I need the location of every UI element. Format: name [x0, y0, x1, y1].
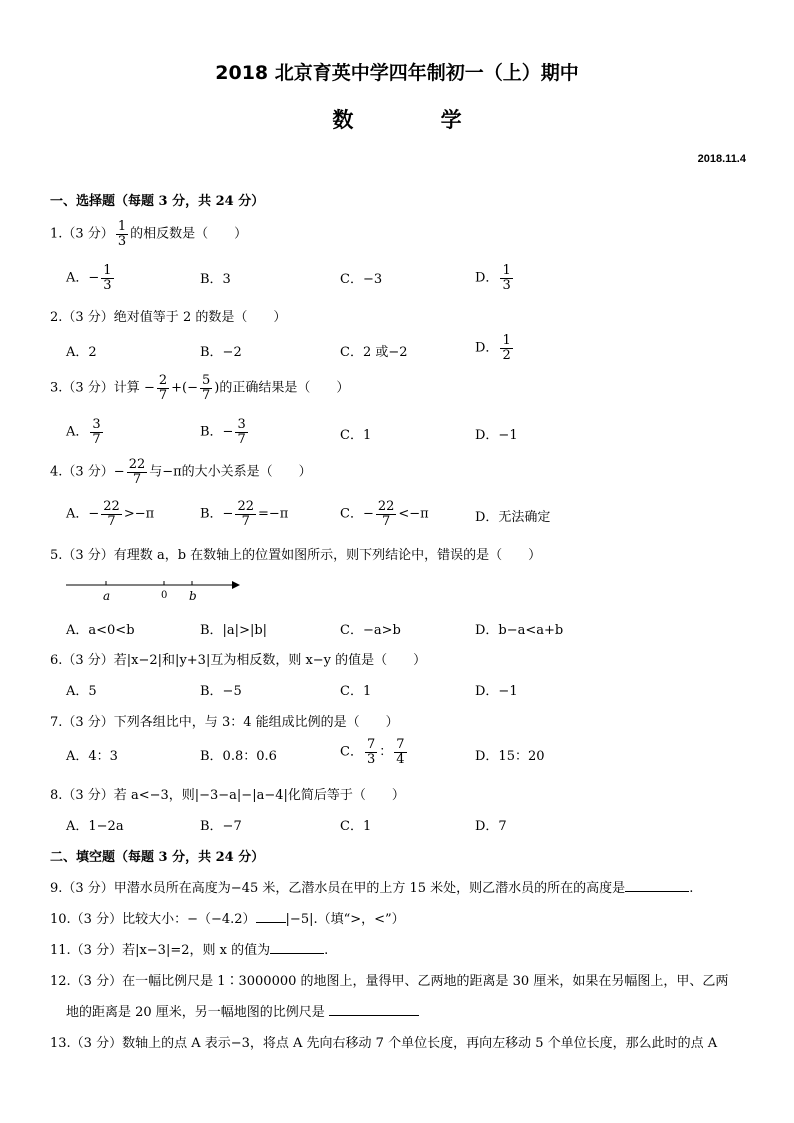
q12-answer-blank[interactable] — [329, 1003, 419, 1016]
q4-option-c: C．− $\frac{22}{7}$ <−π — [340, 499, 429, 529]
q2-option-b: B．−2 — [200, 345, 242, 360]
number-line — [66, 576, 246, 604]
q1-option-c: C．−3 — [340, 272, 383, 287]
q2-option-d: D． $\frac{1}{2}$ — [475, 333, 511, 363]
subject-title: 数 学 — [332, 108, 502, 132]
question-3: 3.（3 分）计算 − $\frac{2}{7}$ +(− $\frac{5}{7}$ )的正确结果是（ ） — [50, 373, 350, 403]
q3-option-a: A． $\frac{3}{7}$ — [66, 417, 101, 447]
q1-frac-den: 3 — [117, 233, 127, 249]
question-13: 13.（3 分）数轴上的点 A 表示−3，将点 A 先向右移动 7 个单位长度，再向左移动 5 个单位长度，那么此时的点 A — [50, 1036, 718, 1051]
q3-option-b: B．− $\frac{3}{7}$ — [200, 417, 246, 447]
question-11: 11.（3 分）若|x−3|=2，则 x 的值为 . — [50, 943, 329, 958]
q7-option-d: D．15：20 — [475, 749, 545, 764]
exam-date: 2018.11.4 — [697, 153, 746, 165]
q8-option-d: D．7 — [475, 819, 507, 834]
question-7: 7.（3 分）下列各组比中，与 3：4 能组成比例的是（ ） — [50, 715, 399, 730]
q1-option-d: D． $\frac{1}{3}$ — [475, 263, 511, 293]
q1-option-a: A．− $\frac{1}{3}$ — [66, 263, 112, 293]
q7-option-b: B．0.8：0.6 — [200, 749, 277, 764]
question-8: 8.（3 分）若 a<−3，则|−3−a|−|a−4|化简后等于（ ） — [50, 788, 405, 803]
question-12: 12.（3 分）在一幅比例尺是 1∶3000000 的地图上，量得甲、乙两地的距离是 30 厘米，如果在另幅图上，甲、乙两 — [50, 974, 729, 989]
q4-option-a: A．− $\frac{22}{7}$ >−π — [66, 499, 155, 529]
q4-option-d: D．无法确定 — [475, 510, 551, 525]
q11-answer-blank[interactable] — [270, 941, 324, 954]
q10-answer-blank[interactable] — [256, 910, 286, 923]
number-line-label-b: b — [189, 589, 197, 603]
question-9: 9.（3 分）甲潜水员所在高度为−45 米，乙潜水员在甲的上方 15 米处，则乙潜水员的所在的高度是 . — [50, 881, 694, 896]
q6-option-b: B．−5 — [200, 684, 242, 699]
q5-option-c: C．−a>b — [340, 623, 401, 638]
q1-option-b: B．3 — [200, 272, 231, 287]
q6-option-d: D．−1 — [475, 684, 518, 699]
q5-option-a: A．a<0<b — [66, 623, 135, 638]
question-12-cont: 地的距离是 20 厘米，另一幅地图的比例尺是 — [66, 1001, 419, 1020]
question-1 — [50, 220, 247, 248]
q9-answer-blank[interactable] — [625, 879, 689, 892]
q5-option-d: D．b−a<a+b — [475, 623, 564, 638]
q2-option-a: A．2 — [66, 345, 97, 360]
q1-suffix: 的相反数是（ ） — [130, 226, 248, 242]
q2-option-c: C．2 或−2 — [340, 345, 408, 360]
section-2-heading: 二、填空题（每题 3 分，共 24 分） — [50, 850, 265, 865]
q1-fraction — [116, 220, 128, 248]
q8-option-b: B．−7 — [200, 819, 242, 834]
q8-option-c: C．1 — [340, 819, 372, 834]
q1-prefix: 1.（3 分） — [50, 226, 114, 242]
question-10: 10.（3 分）比较大小：−（−4.2） |−5|.（填“>，<”） — [50, 912, 405, 927]
section-1-heading: 一、选择题（每题 3 分，共 24 分） — [50, 194, 265, 209]
number-line-label-0: 0 — [161, 590, 168, 601]
q7-option-c: C． $\frac{7}{3}$ ： $\frac{7}{4}$ — [340, 737, 405, 767]
q8-option-a: A．1−2a — [66, 819, 124, 834]
question-2: 2.（3 分）绝对值等于 2 的数是（ ） — [50, 310, 287, 325]
q1-frac-num: 1 — [117, 219, 127, 234]
q7-option-a: A．4：3 — [66, 749, 118, 764]
q6-option-a: A．5 — [66, 684, 97, 699]
q3-option-c: C．1 — [340, 428, 372, 443]
question-5: 5.（3 分）有理数 a，b 在数轴上的位置如图所示，则下列结论中，错误的是（ ） — [50, 548, 542, 563]
question-6: 6.（3 分）若|x−2|和|y+3|互为相反数，则 x−y 的值是（ ） — [50, 653, 427, 668]
q5-option-b: B．|a|>|b| — [200, 623, 268, 638]
q4-option-b: B．− $\frac{22}{7}$ =−π — [200, 499, 289, 529]
q3-option-d: D．−1 — [475, 428, 518, 443]
question-4: 4.（3 分）− $\frac{22}{7}$ 与−π的大小关系是（ ） — [50, 457, 312, 487]
q6-option-c: C．1 — [340, 684, 372, 699]
page-title: 2018 北京育英中学四年制初一（上）期中 — [215, 62, 579, 84]
number-line-label-a: a — [103, 589, 111, 603]
